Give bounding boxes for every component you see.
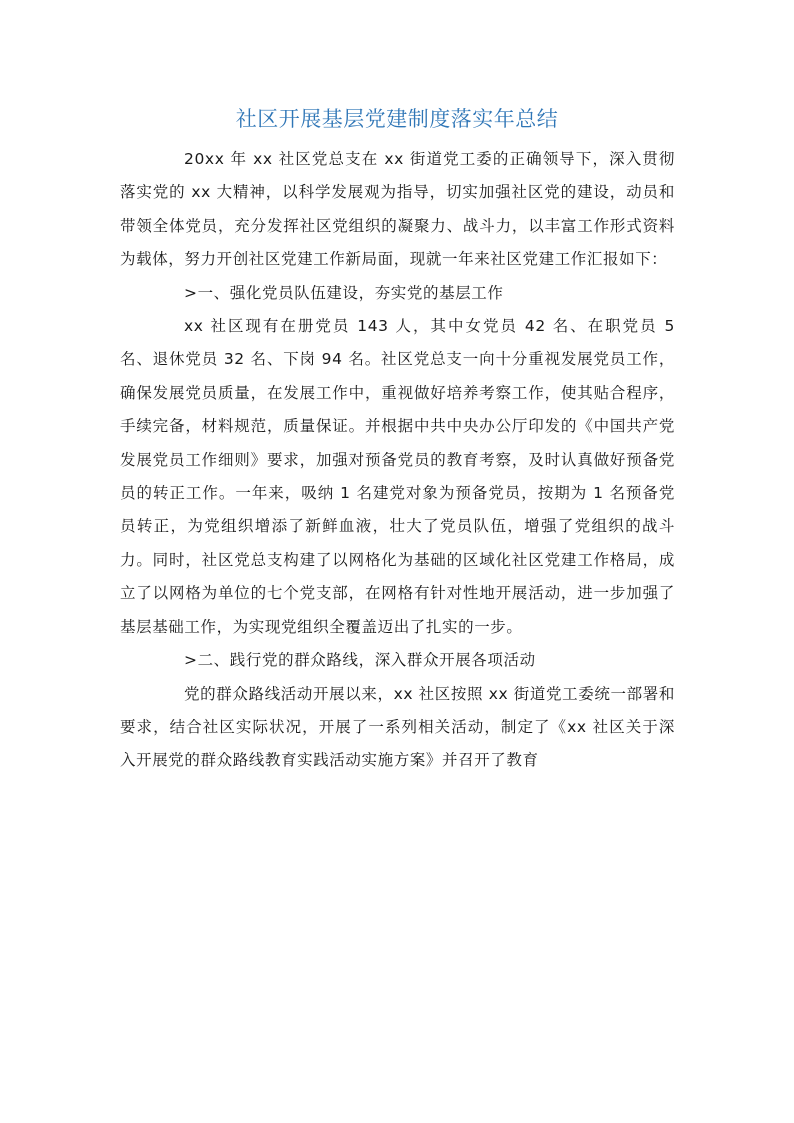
intro-paragraph: 20xx 年 xx 社区党总支在 xx 街道党工委的正确领导下，深入贯彻落实党的 xx 大精神，以科学发展观为指导，切实加强社区党的建设，动员和带领全体党员，充分发挥社区党组织的凝聚力、战斗力，以丰富工作形式资料为载体，努力开创社区党建工作新局面，现就一年来社区党建工作汇报如下：	[120, 150, 675, 269]
document-body	[120, 143, 675, 778]
document-title: 社区开展基层党建制度落实年总结	[235, 107, 559, 131]
section-2-paragraph: 党的群众路线活动开展以来，xx 社区按照 xx 街道党工委统一部署和要求，结合社区实际状况，开展了一系列相关活动，制定了《xx 社区关于深入开展党的群众路线教育实践活动实施方案》并召开了教育	[120, 684, 675, 770]
section-heading-2: >二、践行党的群众路线，深入群众开展各项活动	[184, 651, 536, 670]
section-1-paragraph: xx 社区现有在册党员 143 人，其中女党员 42 名、在职党员 5 名、退休党员 32 名、下岗 94 名。社区党总支一向十分重视发展党员工作，确保发展党员质量，在发展工作中，重视做好培养考察工作，使其贴合程序，手续完备，材料规范，质量保证。并根据中共中央办公厅印发的《中国共产党发展党员工作细则》要求，加强对预备党员的教育考察，及时认真做好预备党员的转正工作。一年来，吸纳 1 名建党对象为预备党员，按期为 1 名预备党员转正，为党组织增添了新鲜血液，壮大了党员队伍，增强了党组织的战斗力。同时，社区党总支构建了以网格化为基础的区域化社区党建工作格局，成立了以网格为单位的七个党支部，在网格有针对性地开展活动，进一步加强了基层基础工作，为实现党组织全覆盖迈出了扎实的一步。	[120, 317, 675, 636]
section-heading-1: >一、强化党员队伍建设，夯实党的基层工作	[184, 283, 504, 302]
